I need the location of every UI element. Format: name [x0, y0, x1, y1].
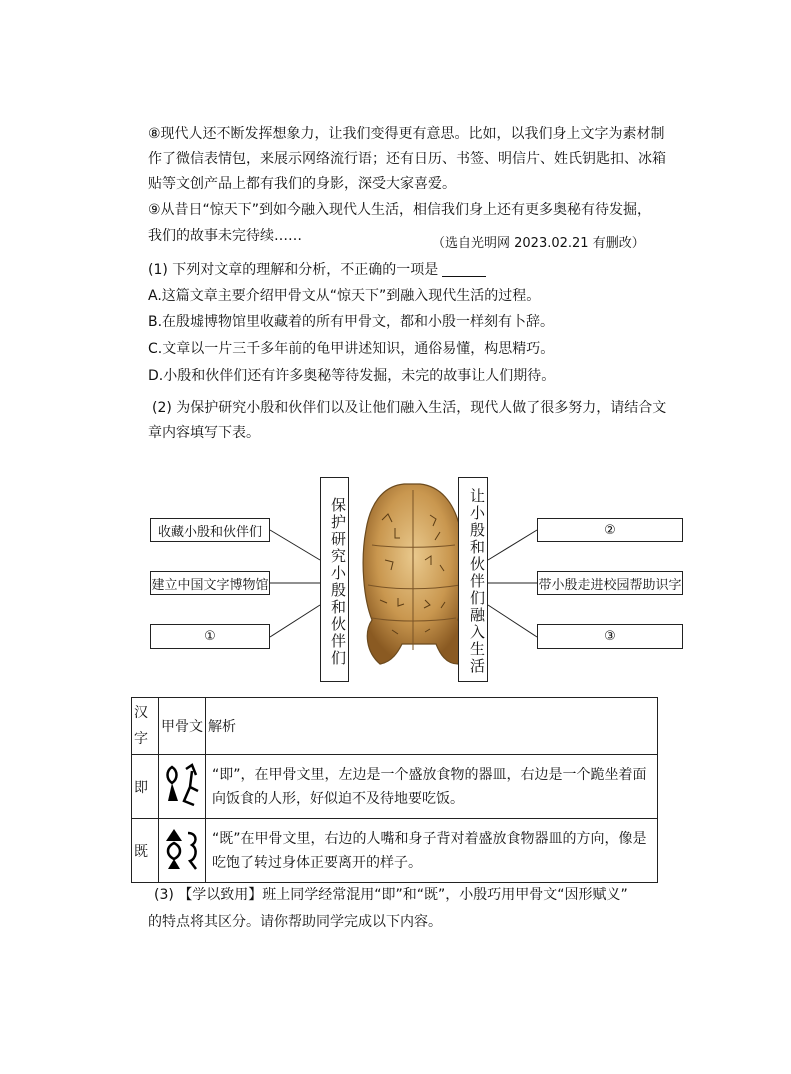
analysis-ji-line1: “即”，在甲骨文里，左边是一个盛放食物的器皿，右边是一个跪坐着面	[212, 766, 647, 783]
q1-option-b: B.在殷墟博物馆里收藏着的所有甲骨文，都和小殷一样刻有卜辞。	[148, 314, 555, 330]
row-analysis-ji	[206, 755, 658, 819]
diagram-left-title: 保护研究小殷和伙伴们	[320, 477, 349, 682]
row-char-ji: 即	[132, 755, 159, 819]
passage-p9-line2: 我们的故事未完待续……	[148, 228, 302, 244]
right-item-blank-3[interactable]: ③	[537, 624, 683, 649]
q2-stem-line2: 章内容填写下表。	[148, 425, 260, 441]
oracle-glyph-ji	[159, 755, 206, 819]
oracle-bone-shell-image	[363, 484, 465, 664]
header-analysis: 解析	[206, 698, 658, 755]
q1-option-d: D.小殷和伙伴们还有许多奥秘等待发掘，未完的故事让人们期待。	[148, 368, 556, 384]
passage-p9-line1: ⑨从昔日“惊天下”到如今融入现代人生活，相信我们身上还有更多奥秘有待发掘，	[148, 202, 652, 218]
analysis-ji2-line1: “既”在甲骨文里，右边的人嘴和身子背对着盛放食物器皿的方向，像是	[212, 830, 647, 847]
table-row	[132, 755, 658, 819]
q3-stem-line1: (3) 【学以致用】班上同学经常混用“即”和“既”，小殷巧用甲骨文“因形赋义”	[154, 887, 628, 903]
q1-stem-text: (1) 下列对文章的理解和分析，不正确的一项是	[148, 262, 439, 278]
table-row	[132, 819, 658, 883]
analysis-ji2-line2: 吃饱了转过身体正要离开的样子。	[212, 854, 422, 871]
passage-p8-line1: ⑧现代人还不断发挥想象力，让我们变得更有意思。比如，以我们身上文字为素材制	[148, 126, 665, 142]
q3-stem-line2: 的特点将其区分。请你帮助同学完成以下内容。	[148, 914, 442, 930]
q1-option-c: C.文章以一片三千多年前的龟甲讲述知识，通俗易懂，构思精巧。	[148, 341, 555, 357]
header-hanzi: 汉字	[132, 698, 159, 755]
left-item-blank-1[interactable]: ①	[150, 624, 270, 649]
header-oracle: 甲骨文	[159, 698, 206, 755]
analysis-ji-line2: 向饭食的人形，好似迫不及待地要吃饭。	[212, 790, 464, 807]
source-citation: （选自光明网 2023.02.21 有删改）	[432, 236, 645, 251]
right-item-campus: 带小殷走进校园帮助识字	[537, 571, 683, 595]
table-header-row	[132, 698, 658, 755]
right-item-blank-2[interactable]: ②	[537, 518, 683, 542]
passage-p8-line3: 贴等文创产品上都有我们的身影，深受大家喜爱。	[148, 176, 456, 192]
q2-stem-line1: (2) 为保护研究小殷和伙伴们以及让他们融入生活，现代人做了很多努力，请结合文	[152, 400, 667, 416]
left-item-collect: 收藏小殷和伙伴们	[150, 518, 270, 542]
diagram-right-title: 让小殷和伙伴们融入生活	[458, 477, 488, 682]
left-item-museum: 建立中国文字博物馆	[150, 571, 270, 595]
oracle-character-table	[131, 697, 658, 883]
row-analysis-ji2	[206, 819, 658, 883]
passage-p8-line2: 作了微信表情包，来展示网络流行语；还有日历、书签、明信片、姓氏钥匙扣、冰箱	[148, 151, 666, 167]
oracle-glyph-ji2	[159, 819, 206, 883]
row-char-jiwith: 既	[132, 819, 159, 883]
q1-option-a: A.这篇文章主要介绍甲骨文从“惊天下”到融入现代生活的过程。	[148, 288, 541, 304]
